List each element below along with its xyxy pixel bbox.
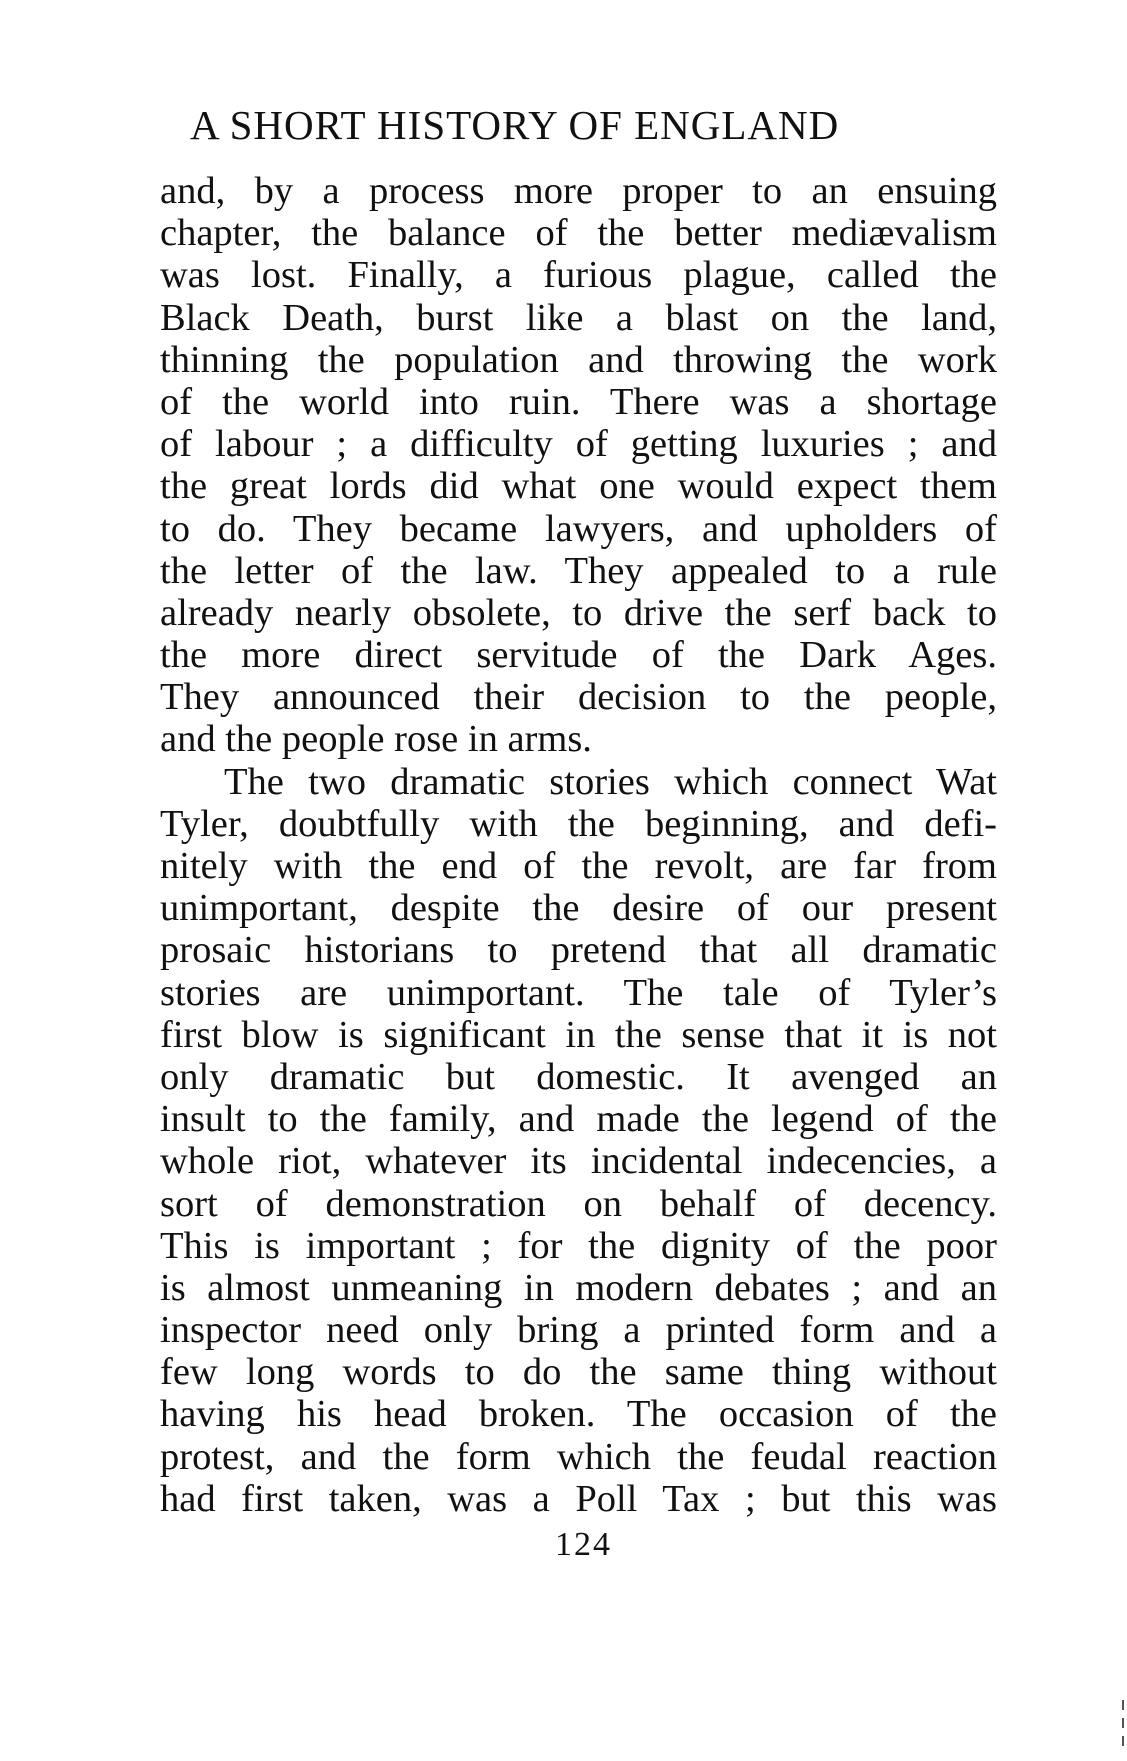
text-line: They announced their decision to the people,: [160, 676, 997, 719]
text-line: nitely with the end of the revolt, are far from: [160, 845, 997, 887]
text-line: chapter, the balance of the better mediævalism: [160, 212, 997, 255]
text-line: having his head broken. The occasion of the: [160, 1393, 997, 1436]
text-line: and the people rose in arms.: [160, 718, 592, 761]
text-line: only dramatic but domestic. It avenged an: [160, 1055, 997, 1098]
text-line: of the world into ruin. There was a shortage: [160, 380, 997, 423]
text-line: prosaic historians to pretend that all dramatic: [160, 929, 997, 972]
text-line: of labour ; a difficulty of getting luxuries ; and: [160, 423, 997, 466]
text-line: sort of demonstration on behalf of decency.: [160, 1182, 997, 1225]
text-line: to do. They became lawyers, and upholders of: [160, 507, 997, 550]
text-line: and, by a process more proper to an ensuing: [160, 170, 997, 212]
text-line: already nearly obsolete, to drive the serf back to: [160, 591, 997, 634]
text-line: The two dramatic stories which connect Wat: [224, 760, 997, 803]
text-line: This is important ; for the dignity of the poor: [160, 1224, 997, 1267]
text-line: was lost. Finally, a furious plague, called the: [160, 254, 997, 297]
paragraph-1: [160, 170, 997, 761]
text-line: thinning the population and throwing the work: [160, 338, 997, 381]
page-number: 124: [555, 1526, 612, 1563]
text-line: stories are unimportant. The tale of Tyler’s: [160, 971, 997, 1014]
text-line: Tyler, doubtfully with the beginning, and defi-: [160, 802, 997, 845]
text-line: insult to the family, and made the legend of the: [160, 1098, 997, 1141]
text-line: few long words to do the same thing without: [160, 1351, 997, 1394]
text-line: inspector need only bring a printed form and a: [160, 1309, 997, 1352]
page-edge-mark: [1122, 1700, 1124, 1750]
text-line: the more direct servitude of the Dark Ages.: [160, 634, 997, 677]
text-line: had first taken, was a Poll Tax ; but this was: [160, 1477, 997, 1520]
text-line: whole riot, whatever its incidental indecencies, a: [160, 1140, 997, 1183]
text-line: is almost unmeaning in modern debates ; and an: [160, 1266, 997, 1309]
text-line: the great lords did what one would expect them: [160, 465, 997, 508]
text-line: Black Death, burst like a blast on the land,: [160, 296, 997, 339]
running-head: A SHORT HISTORY OF ENGLAND: [190, 102, 840, 148]
paragraph-2: [160, 761, 997, 1520]
text-line: unimportant, despite the desire of our present: [160, 887, 997, 930]
text-line: first blow is significant in the sense that it is not: [160, 1013, 997, 1056]
text-line: protest, and the form which the feudal reaction: [160, 1435, 997, 1478]
text-line: the letter of the law. They appealed to a rule: [160, 549, 997, 592]
body-text: [160, 170, 997, 1520]
